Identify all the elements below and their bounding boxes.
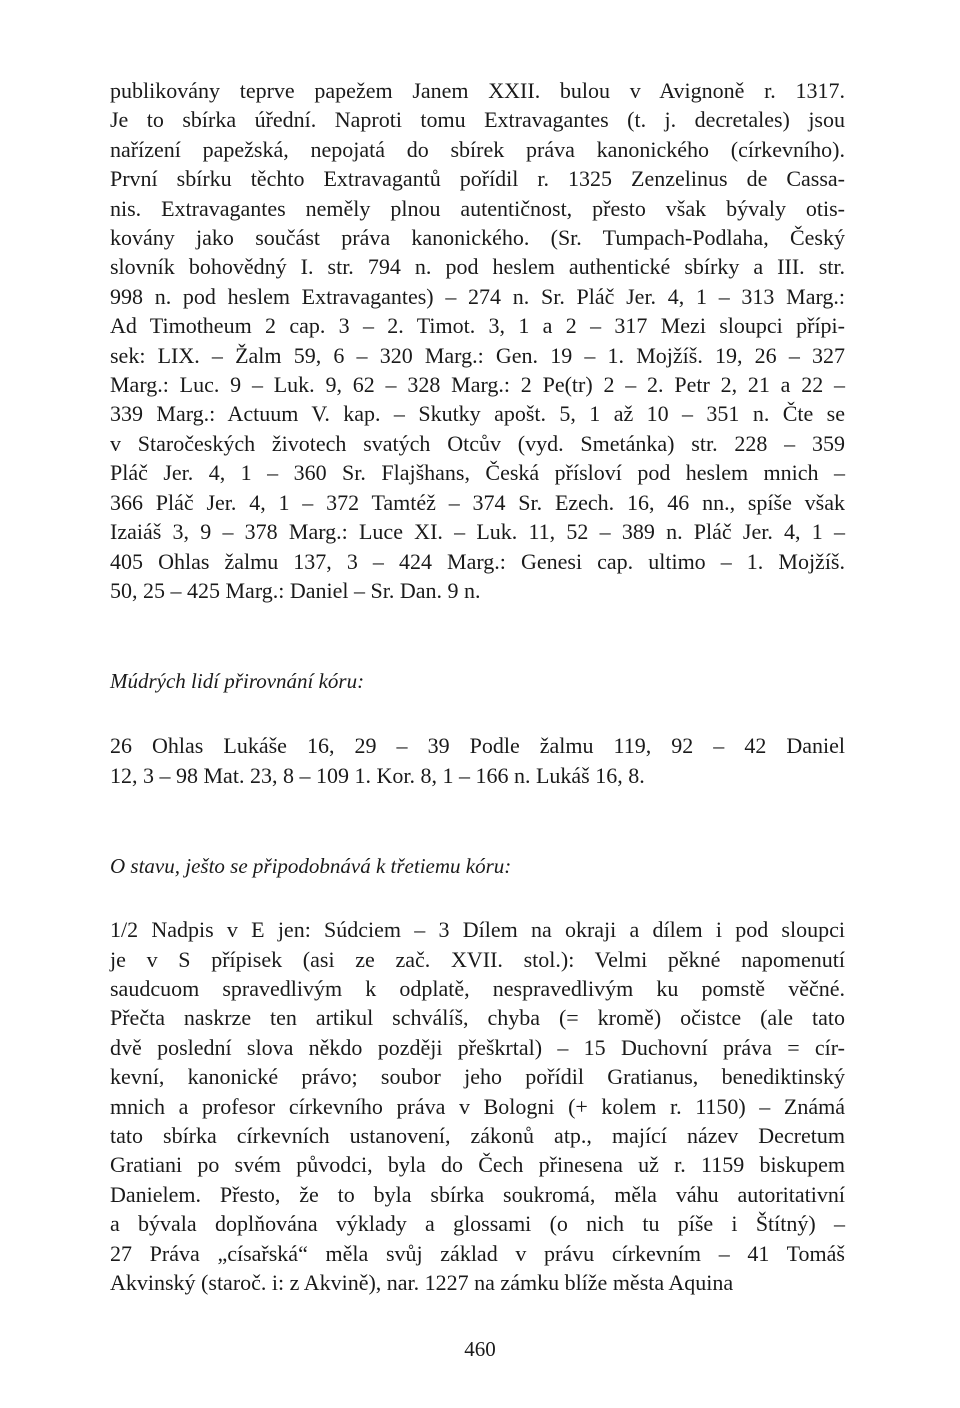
text-line: 12, 3 – 98 Mat. 23, 8 – 109 1. Kor. 8, 1 – 166 n. Lukáš 16, 8.	[110, 762, 645, 788]
text-line: 405 Ohlas žalmu 137, 3 – 424 Marg.: Genesi cap. ultimo – 1. Mojžíš.	[110, 548, 845, 574]
text-line: Přečta naskrze ten artikul schválíš, chyba (= kromě) očistce (ale tato	[110, 1005, 845, 1031]
text-line: 1/2 Nadpis v E jen: Súdciem – 3 Dílem na okraji a dílem i pod sloupci	[110, 917, 845, 943]
text-line: Pláč Jer. 4, 1 – 360 Sr. Flajšhans, Česká přísloví pod heslem mnich –	[110, 460, 845, 486]
text-line: První sbírku těchto Extravagantů pořídil r. 1325 Zenzelinus de Cassa-	[110, 166, 845, 192]
text-line: je v S přípisek (asi ze zač. XVII. stol.): Velmi pěkné napomenutí	[110, 946, 845, 972]
text-line: nis. Extravagantes neměly plnou autentičnost, přesto však bývaly otis-	[110, 195, 845, 221]
text-line: 50, 25 – 425 Marg.: Daniel – Sr. Dan. 9 n.	[110, 577, 481, 603]
text-line: Izaiáš 3, 9 – 378 Marg.: Luce XI. – Luk. 11, 52 – 389 n. Pláč Jer. 4, 1 –	[110, 519, 845, 545]
text-line: Akvinský (staroč. i: z Akvině), nar. 1227 na zámku blíže města Aquina	[110, 1270, 734, 1295]
text-line: Ad Timotheum 2 cap. 3 – 2. Timot. 3, 1 a 2 – 317 Mezi sloupci přípi-	[110, 313, 845, 339]
text-line: mnich a profesor církevního práva v Bologni (+ kolem r. 1150) – Známá	[110, 1093, 845, 1119]
text-line: a bývala doplňována výklady a glossami (o nich tu píše i Štítný) –	[110, 1211, 845, 1237]
text-line: slovník bohovědný I. str. 794 n. pod heslem authentické sbírky a III. str.	[110, 254, 845, 280]
text-line: 27 Práva „císařská“ měla svůj základ v právu církevním – 41 Tomáš	[110, 1240, 845, 1266]
text-line: 26 Ohlas Lukáše 16, 29 – 39 Podle žalmu 119, 92 – 42 Daniel	[110, 733, 845, 759]
text-line: sek: LIX. – Žalm 59, 6 – 320 Marg.: Gen. 19 – 1. Mojžíš. 19, 26 – 327	[110, 342, 845, 368]
text-line: Je to sbírka úřední. Naproti tomu Extravagantes (t. j. decretales) jsou	[110, 107, 845, 133]
text-line: Gratiani po svém původci, byla do Čech přinesena už r. 1159 biskupem	[110, 1152, 845, 1178]
section-heading-third-choir: O stavu, ješto se připodobnává k třetiemu kóru:	[110, 854, 512, 879]
text-line: tato sbírka církevních ustanovení, zákonů atp., mající název Decretum	[110, 1122, 845, 1148]
text-line: nařízení papežská, nepojatá do sbírek práva kanonického (církevního).	[110, 136, 845, 162]
text-line: Marg.: Luc. 9 – Luk. 9, 62 – 328 Marg.: 2 Pe(tr) 2 – 2. Petr 2, 21 a 22 –	[110, 372, 845, 398]
text-line: 339 Marg.: Actuum V. kap. – Skutky apošt. 5, 1 až 10 – 351 n. Čte se	[110, 401, 845, 427]
body-paragraph-notes	[110, 76, 845, 605]
text-line: saudcuom spravedlivým k odplatě, nespravedlivým ku pomstě věčné.	[110, 975, 845, 1001]
text-line: v Staročeských životech svatých Otcův (vyd. Smetánka) str. 228 – 359	[110, 430, 845, 456]
text-line: Danielem. Přesto, že to byla sbírka soukromá, měla váhu autoritativní	[110, 1181, 845, 1207]
page-number: 460	[464, 1337, 496, 1361]
text-line: kovány jako součást práva kanonického. (Sr. Tumpach-Podlaha, Český	[110, 225, 845, 251]
body-paragraph-third-choir-notes	[110, 915, 845, 1297]
text-line: 998 n. pod heslem Extravagantes) – 274 n. Sr. Pláč Jer. 4, 1 – 313 Marg.:	[110, 283, 845, 309]
text-line: dvě poslední slova někdo později přeškrtal) – 15 Duchovní práva = cír-	[110, 1034, 845, 1060]
section-heading-wise-men: Múdrých lidí přirovnání kóru:	[110, 669, 365, 694]
text-line: publikovány teprve papežem Janem XXII. bulou v Avignoně r. 1317.	[110, 78, 845, 103]
body-paragraph-wise-men-notes	[110, 731, 845, 790]
text-line: 366 Pláč Jer. 4, 1 – 372 Tamtéž – 374 Sr. Ezech. 16, 46 nn., spíše však	[110, 489, 845, 515]
page-body	[110, 76, 845, 1297]
text-line: kevní, kanonické právo; soubor jeho pořídil Gratianus, benediktinský	[110, 1064, 845, 1090]
